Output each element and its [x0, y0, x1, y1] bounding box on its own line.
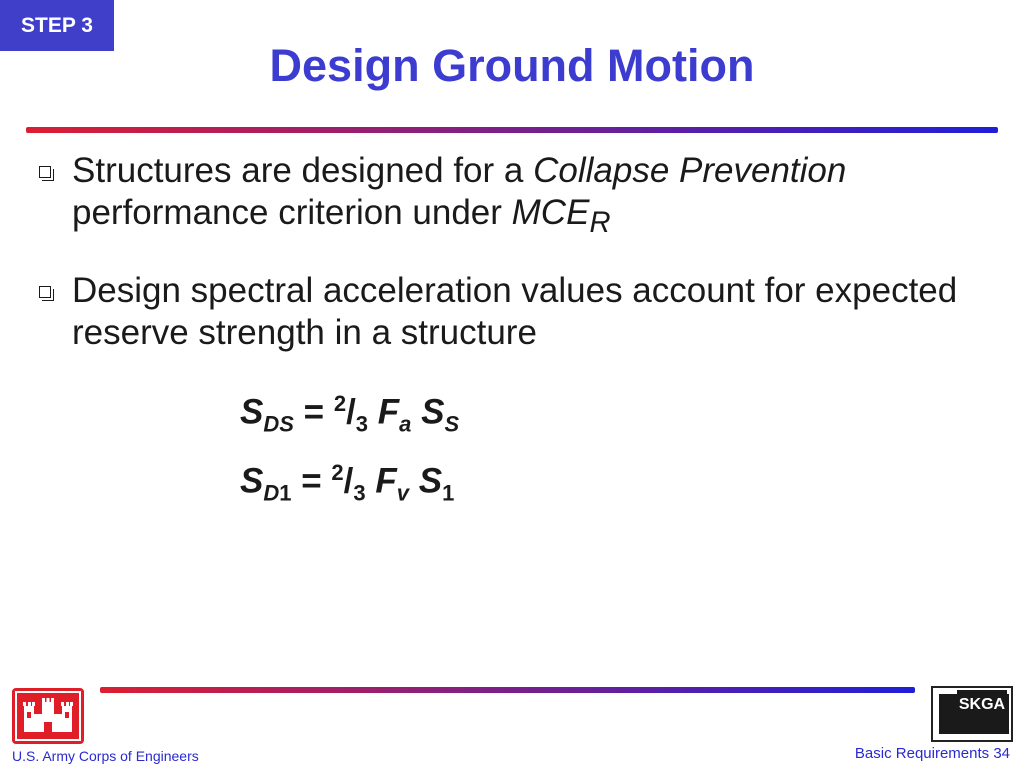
equation-sds: $S_{DS} = ^2/_3$ $F_a$ $S_S$ [240, 391, 460, 437]
footer-page-number: Basic Requirements 34 [854, 745, 1010, 762]
bullet-text-2: Design spectral acceleration values account for expected reserve strength in a structure [72, 271, 958, 352]
equation-sd1: $S_{D1} = ^2/_3$ $F_v$ $S_1$ [240, 460, 455, 506]
top-divider [26, 127, 998, 133]
bullet-item-2 [36, 270, 976, 354]
castle-icon [12, 688, 84, 744]
slide-title: Design Ground Motion [269, 40, 755, 91]
footer-organization: U.S. Army Corps of Engineers [12, 748, 199, 764]
skga-logo [931, 686, 1013, 742]
bottom-divider [100, 687, 915, 693]
skga-logo-text: SKGA [957, 690, 1007, 720]
checkbox-bullet-icon [39, 166, 51, 178]
bullet-text-1: Structures are designed for a Collapse Prevention performance criterion under $MCE_R$ [72, 151, 847, 239]
bullet-item-1 [36, 150, 976, 244]
step-badge: STEP 3 [0, 0, 114, 51]
checkbox-bullet-icon [39, 286, 51, 298]
